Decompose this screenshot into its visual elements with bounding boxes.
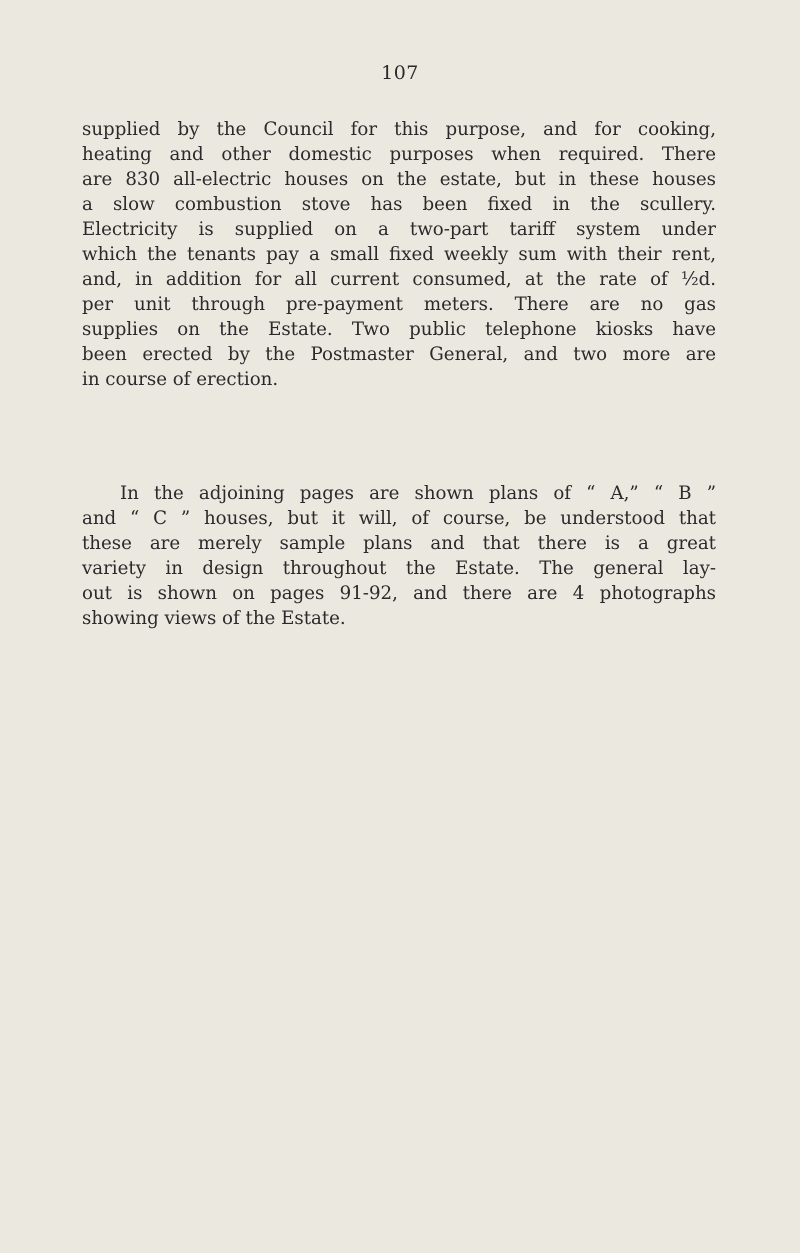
text-line: out is shown on pages 91-92, and there are 4 photographs: [82, 583, 716, 604]
text-line: in course of erection.: [82, 369, 279, 390]
text-line: heating and other domestic purposes when required. There: [82, 144, 716, 165]
text-line: which the tenants pay a small fixed weekly sum with their rent,: [82, 244, 716, 265]
text-line: per unit through pre-payment meters. There are no gas: [82, 294, 716, 315]
page-number: 107: [381, 62, 419, 84]
text-line: and “ C ” houses, but it will, of course, be understood that: [82, 508, 716, 529]
text-line: variety in design throughout the Estate. The general lay-: [82, 558, 716, 579]
text-line: been erected by the Postmaster General, and two more are: [82, 344, 716, 365]
text-line: a slow combustion stove has been fixed in the scullery.: [82, 194, 716, 215]
text-line: are 830 all-electric houses on the estate, but in these houses: [82, 169, 716, 190]
paragraph: [82, 117, 716, 392]
text-line: supplies on the Estate. Two public telephone kiosks have: [82, 319, 716, 340]
text-line: Electricity is supplied on a two-part tariff system under: [82, 219, 716, 240]
paragraph: [82, 481, 716, 631]
text-line: showing views of the Estate.: [82, 608, 346, 629]
text-line: and, in addition for all current consumed, at the rate of ½d.: [82, 269, 716, 290]
text-line: supplied by the Council for this purpose, and for cooking,: [82, 119, 716, 140]
text-line: In the adjoining pages are shown plans of “ A,” “ B ”: [120, 483, 716, 504]
text-line: these are merely sample plans and that there is a great: [82, 533, 716, 554]
